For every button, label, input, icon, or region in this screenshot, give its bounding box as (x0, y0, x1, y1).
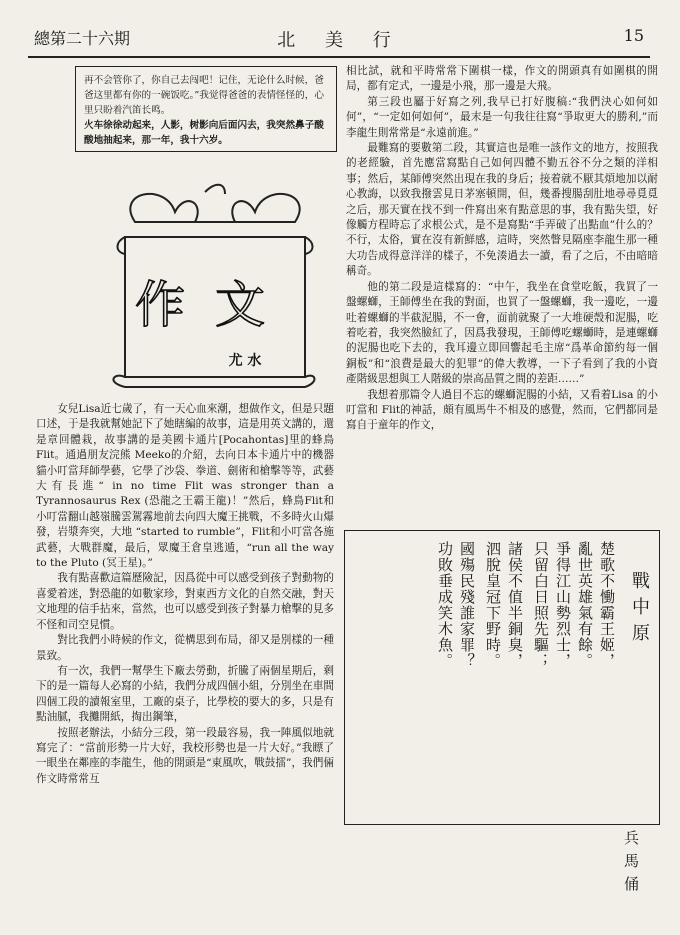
poem-line: 諸侯不值半銅臭， (506, 541, 524, 669)
right-paragraph: 我想着那篇令人過目不忘的螺螄泥腸的小結，又看着Lisa 的小叮當和 Flit的神話，頗有風馬牛不相及的感覺，然而，它們都同是寫自于童年的作文， (346, 388, 658, 432)
poem-line: 楚歌不慟霸王姬， (598, 541, 616, 669)
left-paragraph: 我有點喜歡這篇歷險記，因爲從中可以感受到孩子對動物的喜愛着迷，對恐龍的如數家珍，對東西方文化的自然交融，對天文地理的信手拈來，當然，也可以感受到孩子對暴力槍擊的見多不怪和司空見慣。 (36, 572, 334, 631)
poem-line: 國殤民殘誰家罪？ (458, 541, 476, 669)
left-paragraph: 女兒Lisa近七歲了，有一天心血來潮，想做作文，但是只題口述，于是我就幫她記下了她瞎編的故事，這是用英文講的，還是章回體栽，故事講的是美國卡通片[Pocahontas]里的蜂鳥 Flit。通過朋友浣熊 Meeko的介紹，去向日本卡通片中的機器貓小叮當拜師學藝，它學了沙袋、拳道、劍術和槍擊等等，武藝大有長進“ in no time Flit was stronger than a Tyrannosaurus Rex (恐龍之王霸王龍)！”然后，蜂鳥Flit和小叮當翻山越嶺騰雲駕霧地前去向四大魔王挑戰，不多時火山爆發，岩漿奔突，大地 “started to rumble”，Flit和小叮當各施武藝，大戰群魔，最后，眾魔王倉皇逃遁，“run all the way to the Pluto (冥王星)。” (36, 403, 334, 570)
article-title: 作文 (135, 276, 295, 334)
header-rule (28, 56, 650, 58)
poem-line: 亂世英雄氣有餘。 (576, 541, 594, 669)
poem2-title: 兵馬俑 (622, 830, 640, 899)
poem2-area (344, 830, 662, 927)
poem-line: 泗脫皇冠下野時。 (484, 541, 502, 669)
left-paragraph: 有一次，我們一幫學生下廠去勞動，折騰了兩個星期后，剩下的是一篇每人必寫的小結，我們分成四個小組，分別坐在車間四個工段的讀報室里，工廠的桌子，比學校的要大的多，只是有點油膩，我攤開紙，掏出鋼筆， (36, 664, 334, 724)
right-paragraph: 最難寫的要數第二段，其實這也是唯一該作文的地方，按照我的老經驗，首先應當寫點自己如何四體不勤五谷不分之類的洋相事；然后，某師傅突然出現在我的身后；接着就不厭其煩地加以耐心教誨，以致我撥雲見日茅塞頓開，但，幾番搜腸刮肚地尋尋覓覓之后，那天實在找不到一件寫出來有點意思的事，我有點失望，好像觸方程時忘了求根公式，是不是寫點“手弄破了出點血”什么的？不行，太俗，實在沒有新鮮感，這時，突然瞥見隔座李龍生那一種大功告成得意洋洋的樣子，不免湊過去一讀，看了之后，不由暗暗稱奇。 (346, 142, 658, 278)
poem-line: 爭得江山勢烈士， (554, 541, 572, 669)
title-scroll-ornament (95, 182, 335, 392)
right-column (346, 64, 658, 434)
magazine-title: 北 美 行 (277, 30, 403, 51)
poem-line: 只留白日照先驅； (532, 541, 550, 669)
poem-title: 戰中原 (629, 571, 650, 649)
left-paragraph: 對比我們小時候的作文，從構思到布局，卻又是別樣的一種景致。 (36, 634, 334, 662)
left-column (36, 402, 334, 787)
right-paragraph: 他的第二段是這樣寫的：“中午，我坐在食堂吃飯，我買了一盤螺螄，王師傅坐在我的對面，也買了一盤螺螄，我一邊吃，一邊吐着螺螄的半截泥腸，不一會，面前就聚了一大堆硬殼和泥腸，吃着吃着，我突然臉紅了，因爲我發現，王師傅吃螺螄時，是連螺螄的泥腸也吃下去的，我耳邊立即回響起毛主席“爲革命節約每一個銅板”和“浪費是最大的犯罪”的偉大教導，一下子看到了我的小資產階級思想與工人階級的崇高品質之間的差距……” (346, 280, 658, 386)
right-paragraph: 相比試，就和平時常常下圍棋一樣，作文的開頭真有如圍棋的開局，都有定式，一邊是小飛，那一邊是大飛。 (346, 65, 658, 93)
box-paragraph-2: 火车徐徐动起来，人影，树影向后面闪去，我突然鼻子酸酸地抽起来，那一年，我十六岁。 (84, 120, 324, 146)
previous-article-ending (75, 66, 337, 152)
poem-box (344, 530, 660, 825)
article-author: 尤 水 (228, 353, 262, 369)
issue-number: 總第二十六期 (34, 29, 131, 48)
page-number: 15 (623, 26, 644, 45)
poem-line: 功敗垂成笑木魚。 (436, 541, 454, 669)
right-paragraph: 第三段也屬于好寫之列,我早已打好腹稿:“我們決心如何如何”，“一定如何如何”，最末是一句我往往寫“爭取更大的勝利,”而李龍生則常常是“永遠前進。” (346, 95, 658, 139)
box-paragraph-1: 再不会管你了，你自己去闯吧！记住，无论什么时候，爸爸这里都有你的一碗饭吃。”我觉得爸爸的表情怪怪的，心里只盼着汽笛长鸣。 (84, 75, 324, 116)
left-paragraph: 按照老辦法，小結分三段，第一段最容易，我一陣風似地就寫完了：“當前形勢一片大好，我校形勢也是一片大好。”我瞟了一眼坐在鄰座的李龍生，他的開頭是“東風吹，戰鼓擂”，我們倆作文時常常互 (36, 726, 334, 785)
